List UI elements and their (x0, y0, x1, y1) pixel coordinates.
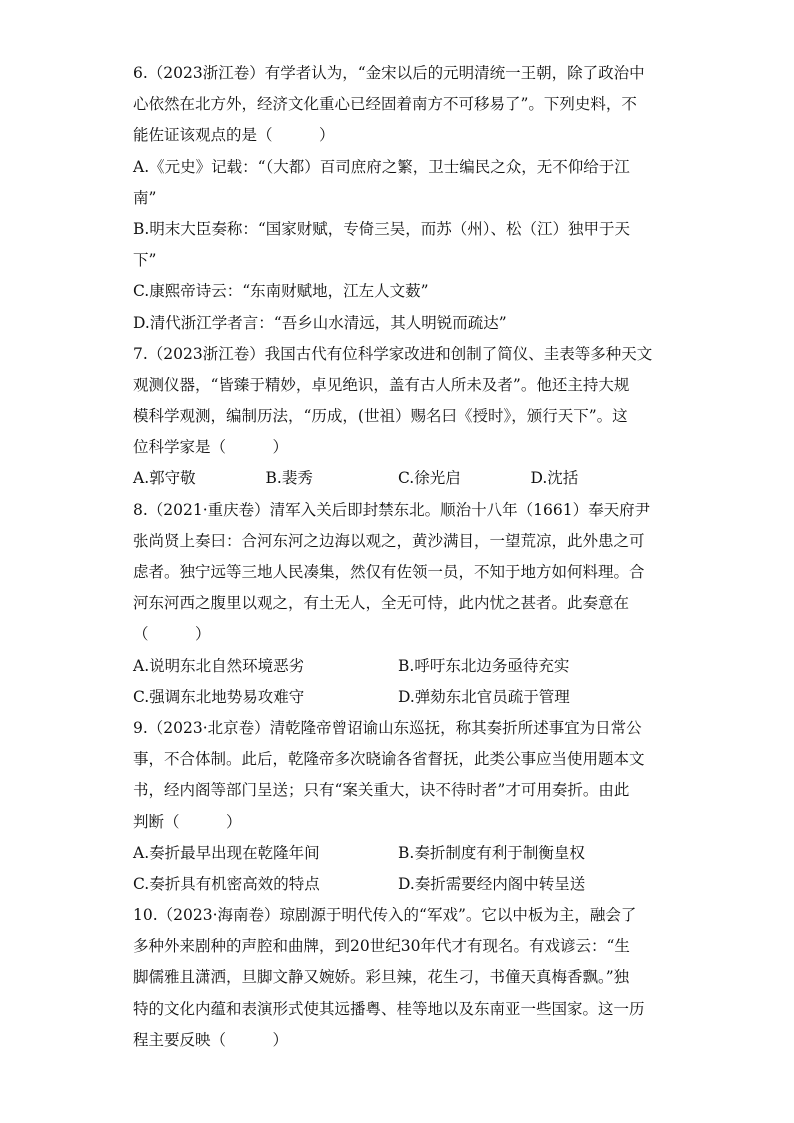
question-10 (133, 900, 663, 1056)
question-7-stem-line: 位科学家是（ ） (133, 438, 289, 457)
question-9-option-c: C.奏折具有机密高效的特点 (133, 874, 320, 893)
question-10-stem-line: 多种外来剧种的声腔和曲牌，到20世纪30年代才有现名。有戏谚云：“生 (133, 937, 630, 956)
question-7-stem-line: 模科学观测，编制历法，“历成，(世祖）赐名曰《授时》，颁行天下”。这 (133, 407, 628, 426)
question-8-options-row-1 (133, 651, 663, 682)
question-6-stem-line: 心依然在北方外，经济文化重心已经固着南方不可移易了”。下列史料，不 (133, 95, 637, 114)
question-8-stem-line: （ ） (133, 625, 211, 644)
question-7 (133, 339, 663, 495)
question-9 (133, 713, 663, 900)
exam-page (133, 58, 663, 1056)
question-8-option-a: A.说明东北自然环境恶劣 (133, 656, 305, 675)
question-8-stem-line: 虑者。独宁远等三地人民凑集，然仅有佐领一员，不知于地方如何料理。合 (133, 563, 645, 581)
question-9-stem-line: 书，经内阁等部门呈送；只有“案关重大，诀不待时者”才可用奏折。由此 (133, 781, 630, 800)
question-10-stem-line: 10.（2023·海南卷）琼剧源于明代传入的“军戏”。它以中板为主，融会了 (133, 906, 637, 925)
question-9-options-row-1 (133, 838, 663, 869)
question-7-stem-line: 7.（2023浙江卷）我国古代有位科学家改进和创制了简仪、圭表等多种天文 (133, 344, 653, 363)
question-6-stem-line: 能佐证该观点的是（ ） (133, 126, 335, 145)
question-8-stem-line: 河东河西之腹里以观之，有土无人，全无可恃，此内忧之甚者。此奏意在 (133, 594, 630, 613)
question-9-stem-line: 事，不合体制。此后，乾隆帝多次晓谕各省督抚，此类公事应当使用题本文 (133, 750, 645, 769)
question-9-stem-line: 9.（2023·北京卷）清乾隆帝曾诏谕山东巡抚，称其奏折所述事宜为日常公 (133, 718, 642, 737)
question-9-stem-line: 判断（ ） (133, 812, 242, 831)
question-6-option-d: D.清代浙江学者言：“吾乡山水清远，其人明锐而疏达” (133, 313, 507, 332)
question-8-options-row-2 (133, 682, 663, 713)
question-8-option-d: D.弹劾东北官员疏于管理 (398, 687, 570, 706)
question-9-options-row-2 (133, 869, 663, 900)
question-7-option-d: D.沈括 (530, 469, 579, 488)
question-7-option-a: A.郭守敬 (133, 469, 196, 488)
question-9-option-a: A.奏折最早出现在乾隆年间 (133, 843, 320, 862)
question-6-option-b-cont: 下” (133, 251, 157, 270)
question-8-stem-line: 8.（2021·重庆卷）清军入关后即封禁东北。顺治十八年（1661）奉天府尹 (133, 500, 651, 519)
question-7-stem-line: 观测仪器，“皆臻于精妙，卓见绝识，盖有古人所未及者”。他还主持大规 (133, 375, 630, 394)
question-6-option-b: B.明末大臣奏称：“国家财赋，专倚三吴，而苏（州）、松（江）独甲于天 (133, 219, 630, 238)
question-8 (133, 495, 663, 713)
question-10-stem-line: 特的文化内蕴和表演形式使其远播粤、桂等地以及东南亚一些国家。这一历 (133, 999, 645, 1018)
question-6-option-a: A.《元史》记载：“（大都）百司庶府之繁，卫士编民之众，无不仰给于江 (133, 157, 630, 176)
question-6 (133, 58, 663, 339)
question-6-option-c: C.康熙帝诗云：“东南财赋地，江左人文薮” (133, 282, 429, 301)
question-7-options (133, 463, 663, 494)
question-8-option-b: B.呼吁东北边务亟待充实 (398, 656, 570, 675)
question-7-option-c: C.徐光启 (398, 469, 461, 488)
question-6-stem-line: 6.（2023浙江卷）有学者认为，“金宋以后的元明清统一王朝，除了政治中 (133, 64, 645, 82)
question-8-stem-line: 张尚贤上奏曰：合河东河之边海以观之，黄沙满目，一望荒凉，此外患之可 (133, 531, 645, 550)
question-9-option-d: D.奏折需要经内阁中转呈送 (398, 874, 586, 893)
question-10-stem-line: 程主要反映（ ） (133, 1030, 289, 1049)
question-10-stem-line: 脚儒雅且潇洒，旦脚文静又婉娇。彩旦辣，花生刁，书僮天真梅香飘。”独 (133, 968, 630, 987)
question-6-option-a-cont: 南” (133, 188, 157, 207)
question-8-option-c: C.强调东北地势易攻难守 (133, 687, 305, 706)
question-7-option-b: B.裴秀 (265, 469, 313, 488)
question-9-option-b: B.奏折制度有利于制衡皇权 (398, 843, 585, 862)
